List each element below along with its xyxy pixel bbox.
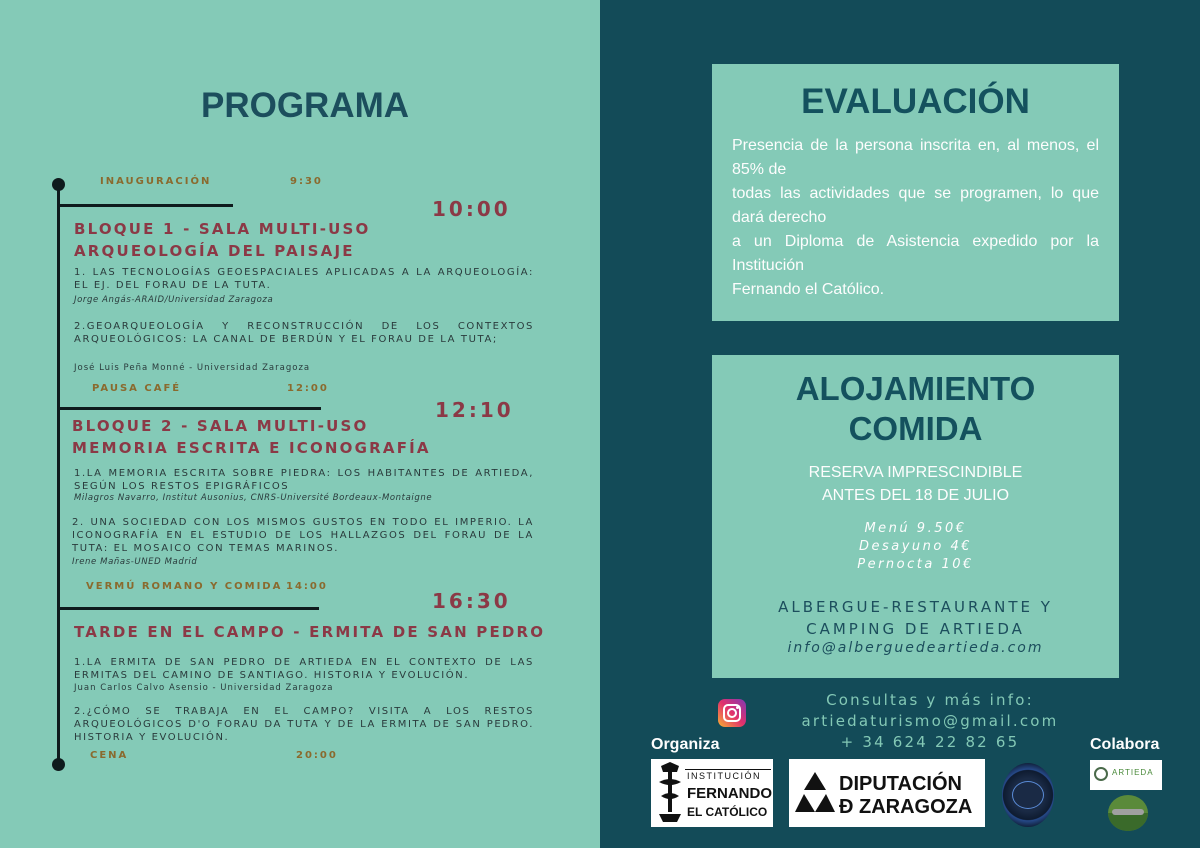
pausa-time: 12:00	[287, 383, 329, 394]
bloque3-heading: TARDE EN EL CAMPO - ERMITA DE SAN PEDRO	[74, 623, 546, 641]
ifc-line2: FERNANDO	[687, 785, 772, 802]
bloque1-item2: 2.GEOARQUEOLOGÍA Y RECONSTRUCCIÓN DE LOS CONTEXTOS ARQUEOLÓGICOS: LA CANAL DE BERDÚN Y EL FORAU DE LA TUTA;	[74, 321, 534, 345]
reserva-line: RESERVA IMPRESCINDIBLE	[808, 464, 1023, 481]
dpz-logo	[789, 759, 985, 827]
evaluacion-text	[732, 134, 1099, 302]
consultas-block	[760, 690, 1100, 753]
page-title: PROGRAMA	[200, 86, 410, 125]
artieda-emblem-icon	[1094, 767, 1108, 781]
ifc-line1: INSTITUCIÓN	[687, 771, 761, 781]
evaluacion-line: a un Diploma de Asistencia expedido por la Institución	[732, 233, 1099, 274]
alojamiento-title: ALOJAMIENTO	[795, 370, 1036, 407]
evaluacion-line: Fernando el Católico.	[732, 281, 885, 298]
bloque1-item1: 1. LAS TECNOLOGÍAS GEOESPACIALES APLICADAS A LA ARQUEOLOGÍA: EL EJ. DEL FORAU DE LA TUTA.	[74, 267, 534, 291]
pausa-label: PAUSA CAFÉ	[92, 383, 182, 394]
bloque1-heading: BLOQUE 1 - SALA MULTI-USO	[74, 220, 371, 238]
bloque3-item1: 1.LA ERMITA DE SAN PEDRO DE ARTIEDA EN EL CONTEXTO DE LAS ERMITAS DEL CAMINO DE SANTIAGO. HISTORIA Y EVOLUCIÓN.	[74, 657, 534, 681]
cena-label: CENA	[90, 750, 129, 761]
crest-icon	[655, 762, 685, 824]
dpz-line2: Ð ZARAGOZA	[839, 796, 973, 818]
timeline-line	[57, 184, 60, 764]
inauguracion-time: 9:30	[290, 176, 323, 187]
dpz-line1: DIPUTACIÓN	[839, 773, 962, 795]
bloque3-time: 16:30	[432, 589, 511, 613]
bloque1-item2-author: José Luis Peña Monné - Universidad Zaragoza	[74, 363, 311, 373]
bloque2-heading: BLOQUE 2 - SALA MULTI-USO	[72, 417, 369, 435]
bloque1-item1-author: Jorge Angás-ARAID/Universidad Zaragoza	[74, 295, 274, 305]
vermu-time: 14:00	[286, 581, 328, 592]
bloque2-item2-author: Irene Mañas-UNED Madrid	[72, 557, 198, 567]
bloque2-subheading: MEMORIA ESCRITA E ICONOGRAFÍA	[72, 439, 431, 457]
consultas-label: Consultas y más info:	[826, 691, 1034, 709]
organiza-label: Organiza	[651, 736, 720, 753]
dpz-triangle-icon	[795, 772, 835, 816]
bloque3-item2: 2.¿CÓMO SE TRABAJA EN EL CAMPO? VISITA A LOS RESTOS ARQUEOLÓGICOS D'O FORAU DA TUTA Y DE LA ERMITA DE SAN PEDRO. HISTORIA Y EVOLUCIÓN.	[74, 706, 534, 743]
artieda-logo-text: ARTIEDA	[1112, 768, 1154, 777]
evaluacion-box	[712, 64, 1119, 321]
pernocta-price: Pernocta 10€	[857, 557, 974, 572]
albergue-email[interactable]: info@alberguedeartieda.com	[787, 640, 1044, 656]
cena-time: 20:00	[296, 750, 338, 761]
evaluacion-title: EVALUACIÓN	[801, 82, 1030, 121]
timeline-dot-icon	[52, 758, 65, 771]
menu-price: Menú 9.50€	[864, 521, 967, 536]
bloque2-time: 12:10	[435, 398, 514, 422]
bloque3-item1-author: Juan Carlos Calvo Asensio - Universidad Zaragoza	[74, 683, 334, 693]
circular-logo-icon	[1002, 763, 1054, 827]
instagram-icon[interactable]	[718, 699, 746, 727]
artieda-logo	[1090, 760, 1162, 790]
alojamiento-box	[712, 355, 1119, 678]
evaluacion-line: todas las actividades que se programen, lo que dará derecho	[732, 185, 1099, 226]
bloque2-item1: 1.LA MEMORIA ESCRITA SOBRE PIEDRA: LOS HABITANTES DE ARTIEDA, SEGÚN LOS RESTOS EPIGRÁFICOS	[74, 468, 534, 492]
desayuno-price: Desayuno 4€	[858, 539, 973, 554]
comida-title: COMIDA	[848, 410, 983, 447]
reserva-date: ANTES DEL 18 DE JULIO	[821, 487, 1010, 504]
landscape-logo-icon	[1108, 795, 1148, 831]
evaluacion-line: Presencia de la persona inscrita en, al menos, el 85% de	[732, 137, 1099, 178]
albergue-name: ALBERGUE-RESTAURANTE Y	[778, 598, 1053, 616]
colabora-label: Colabora	[1090, 736, 1160, 753]
ifc-logo	[651, 759, 773, 827]
consultas-phone[interactable]: + 34 624 22 82 65	[840, 733, 1020, 751]
timeline-dot-icon	[52, 178, 65, 191]
camping-name: CAMPING DE ARTIEDA	[806, 620, 1025, 638]
bloque2-item1-author: Milagros Navarro, Institut Ausonius, CNRS-Université Bordeaux-Montaigne	[74, 493, 433, 503]
timeline-branch	[57, 204, 233, 207]
timeline-branch	[57, 407, 321, 410]
inauguracion-label: INAUGURACIÓN	[100, 176, 212, 187]
bloque1-subheading: ARQUEOLOGÍA DEL PAISAJE	[74, 242, 355, 260]
vermu-label: VERMÚ ROMANO Y COMIDA	[86, 581, 283, 592]
bloque1-time: 10:00	[432, 197, 511, 221]
consultas-email[interactable]: artiedaturismo@gmail.com	[801, 712, 1059, 730]
ifc-line3: EL CATÓLICO	[687, 805, 768, 819]
bloque2-item2: 2. UNA SOCIEDAD CON LOS MISMOS GUSTOS EN TODO EL IMPERIO. LA ICONOGRAFÍA EN EL ESTUDIO DE LOS HALLAZGOS DEL FORAU DE LA TUTA: EL MOSAICO CON TEMAS MARINOS.	[72, 517, 534, 554]
timeline-branch	[57, 607, 319, 610]
